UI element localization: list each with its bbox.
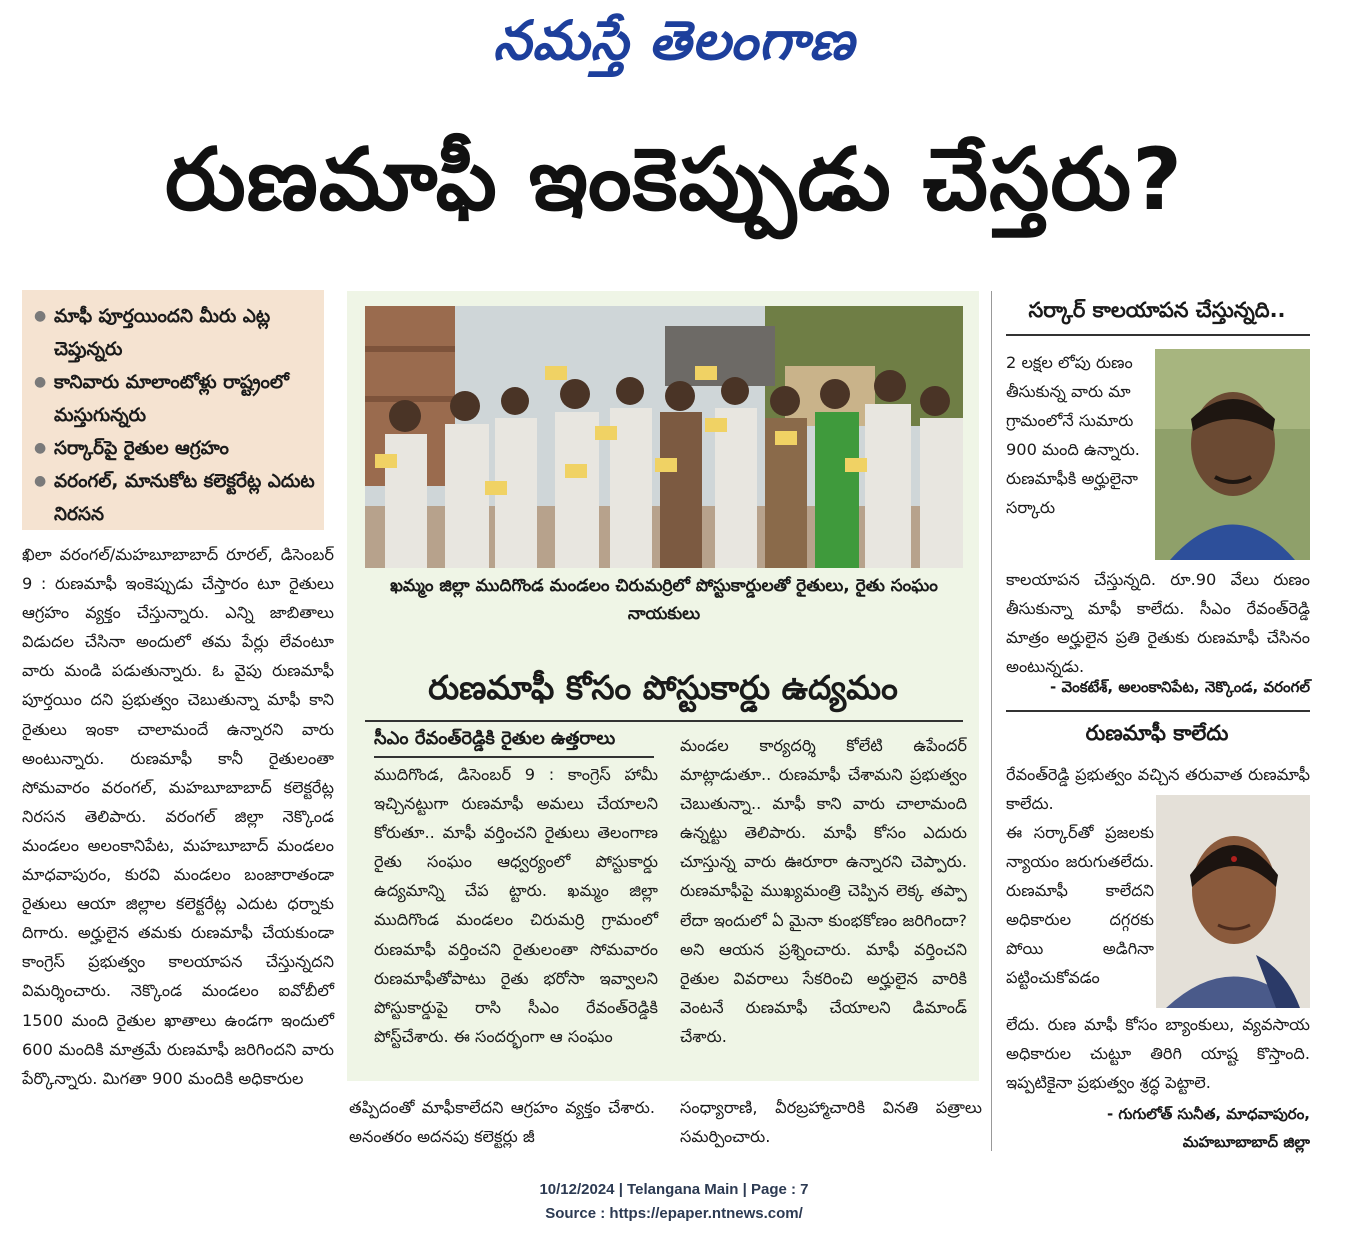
quote-2-middle: ఈ సర్కార్‌తో ప్రజలకు న్యాయం జరుగుతలేదు. రుణమాఫీ కాలేదని అధికారుల దగ్గరకు పోయి అడిగినా పట్టించుకోవడం <box>1006 823 1154 988</box>
divider <box>374 756 654 758</box>
center-column-4: సంధ్యారాణి, వీరబ్రహ్మాచారికి వినతి పత్రాలు సమర్పించారు. <box>680 1098 982 1147</box>
center-column-2: మండల కార్యదర్శి కోలేటి ఉపేందర్‌ మాట్లాడుతూ.. రుణమాఫీ చేశామని ప్రభుత్వం చెబుతున్నా.. మాఫీ కాని వారు చాలామంది ఉన్నట్టు తెలిపారు. మాఫీ కోసం ఎదురు చూస్తున్న వారు ఊరూరా ఉన్నారని చెప్పారు. రుణమాఫీపై ముఖ్యమంత్రి చెప్పిన లెక్క తప్పా లేదా ఇందులో ఏ మైనా కుంభకోణం జరిగిందా? అని ఆయన ప్రశ్నించారు. మాఫీ వర్తించని రైతుల వివరాలు సేకరించి అర్హులైన వారికి వెంటనే రుణమాఫీ చేయాలని డిమాండ్‌ చేశారు. <box>680 736 967 1046</box>
center-column-1: ముదిగొండ, డిసెంబర్‌ 9 : కాంగ్రెస్‌ హామీ ఇచ్చినట్టుగా రుణమాఫీ అమలు చేయాలని కోరుతూ.. మాఫీ వర్తించని రైతులు తెలంగాణ రైతు సంఘం ఆధ్వర్యంలో పోస్టుకార్డు ఉద్యమాన్ని చేప ట్టారు. ఖమ్మం జిల్లా ముదిగొండ మండలం చిరుమర్రి గ్రామంలో రుణమాఫీ వర్తించని రైతులంతా సోమవారం రుణమాఫీతోపాటు రైతు భరోసా ఇవ్వాలని పోస్టుకార్డుపై రాసి సీఎం రేవంత్‌రెడ్డికి పోస్ట్‌చేశారు. ఈ సందర్భంగా ఆ సంఘం <box>374 765 658 1046</box>
photo-caption: ఖమ్మం జిల్లా ముదిగొండ మండలం చిరుమర్రిలో పోస్టుకార్డులతో రైతులు, రైతు సంఘం నాయకులు <box>390 576 938 624</box>
quote-1-top: 2 లక్షల లోపు రుణం తీసుకున్న వారు మా గ్రామంలోనే సుమారు 900 మంది ఉన్నారు. రుణమాఫీకి అర్హులైనా సర్కారు <box>1006 353 1140 518</box>
quote-2-top: రేవంత్‌రెడ్డి ప్రభుత్వం వచ్చిన తరువాత రుణమాఫీ కాలేదు. <box>1006 765 1310 814</box>
left-article-body: ఖిలా వరంగల్‌/మహబూబాబాద్‌ రూరల్‌, డిసెంబర్‌ 9 : రుణమాఫీ ఇంకెప్పుడు చేస్తారం టూ రైతులు ఆగ్రహం వ్యక్తం చేస్తున్నారు. ఎన్ని జాబితాలు విడుదల చేసినా అందులో తమ పేర్లు లేవంటూ వారు మండి పడుతున్నారు. ఓ వైపు రుణమాఫీ పూర్తయిం దని ప్రభుత్వం చెబుతున్నా మాఫీ కాని రైతులు ఇంకా చాలామందే ఉన్నారని వారు అంటున్నారు. రుణమాఫీ కానీ రైతులంతా సోమవారం వరంగల్‌, మహబూబాబాద్‌ కలెక్టరేట్ల నిరసన తెలిపారు. వరంగల్‌ జిల్లా నెక్కొండ మండలం అలంకానిపేట, మహబూబాద్‌ మండలం మాధవాపురం, కురవి మండలం బంజారాతండా రైతులు ఆయా జిల్లాల కలెక్టరేట్ల ఎదుట ధర్నాకు దిగారు. అర్హులైన తమకు రుణమాఫీ చేయకుండా కాంగ్రెస్‌ ప్రభుత్వం కాలయాపన చేస్తున్నదని విమర్శించారు. నెక్కొండ మండలం ఐవోబీలో 1500 మంది రైతుల ఖాతాలు ఉండగా ఇందులో 600 మందికి మాత్రమే రుణమాఫీ జరిగిందని వారు పేర్కొన్నారు. మిగతా 900 మందికి అధికారుల <box>22 545 334 1088</box>
quote-2-byline <box>1006 1100 1310 1156</box>
divider <box>1006 710 1310 712</box>
masthead-logo: నమస్తే తెలంగాణ <box>493 8 855 72</box>
portrait-sunitha <box>1156 795 1310 1008</box>
story-subhead: రుణమాఫీ కోసం పోస్టుకార్డు ఉద్యమం <box>428 668 898 707</box>
divider <box>365 720 963 722</box>
quote-title-2: రుణమాఫీ కాలేదు <box>1085 721 1229 745</box>
highlight-item: ● మాఫీ పూర్తయిందని మీరు ఎట్ల చెప్తున్నరు <box>34 300 316 366</box>
highlights-box <box>22 290 324 530</box>
divider <box>1006 334 1310 336</box>
portrait-venkatesh <box>1155 349 1310 560</box>
story-kicker: సీఎం రేవంత్‌రెడ్డికి రైతుల ఉత్తరాలు <box>374 728 616 749</box>
center-column-3: తప్పిదంతో మాఫీకాలేదని ఆగ్రహం వ్యక్తం చేశారు. అనంతరం అదనపు కలెక్టర్లు జీ <box>349 1098 655 1147</box>
quote-title-1: సర్కార్‌ కాలయాపన చేస్తున్నది.. <box>1028 298 1286 322</box>
highlight-item: ● వరంగల్‌, మానుకోట కలెక్టరేట్ల ఎదుట నిరసన <box>34 465 316 531</box>
footer-edition: 10/12/2024 | Telangana Main | Page : 7 <box>539 1181 809 1198</box>
main-headline: రుణమాఫీ ఇంకెప్పుడు చేస్తరు? <box>164 130 1184 230</box>
byline-name: - గుగులోత్‌ సునీత, మాధవాపురం, <box>1106 1105 1310 1123</box>
farmers-protest-photo <box>365 306 963 568</box>
footer-source: Source : https://epaper.ntnews.com/ <box>545 1205 803 1222</box>
byline-place: మహబూబాబాద్‌ జిల్లా <box>1182 1133 1310 1151</box>
highlight-item: ● సర్కార్‌పై రైతుల ఆగ్రహం <box>34 432 316 465</box>
page-footer <box>0 1178 1348 1226</box>
quote-1-byline: - వెంకటేశ్‌, అలంకానిపేట, నెక్కొండ, వరంగల్‌ <box>1050 678 1310 696</box>
highlight-item: ● కానివారు మాలాంటోళ్లు రాష్ట్రంలో మస్తుగున్నరు <box>34 366 316 432</box>
quote-2-bottom: లేదు. రుణ మాఫీ కోసం బ్యాంకులు, వ్యవసాయ అధికారుల చుట్టూ తిరిగి యాష్ట కొస్తాంది. ఇప్పటికైనా ప్రభుత్వం శ్రద్ధ పెట్టాలె. <box>1006 1015 1310 1093</box>
quote-1-bottom: కాలయాపన చేస్తున్నది. రూ.90 వేలు రుణం తీసుకున్నా మాఫీ కాలేదు. సీఎం రేవంత్‌రెడ్డి మాత్రం అర్హులైన ప్రతి రైతుకు రుణమాఫీ చేసినం అంటున్నడు. <box>1006 570 1310 677</box>
